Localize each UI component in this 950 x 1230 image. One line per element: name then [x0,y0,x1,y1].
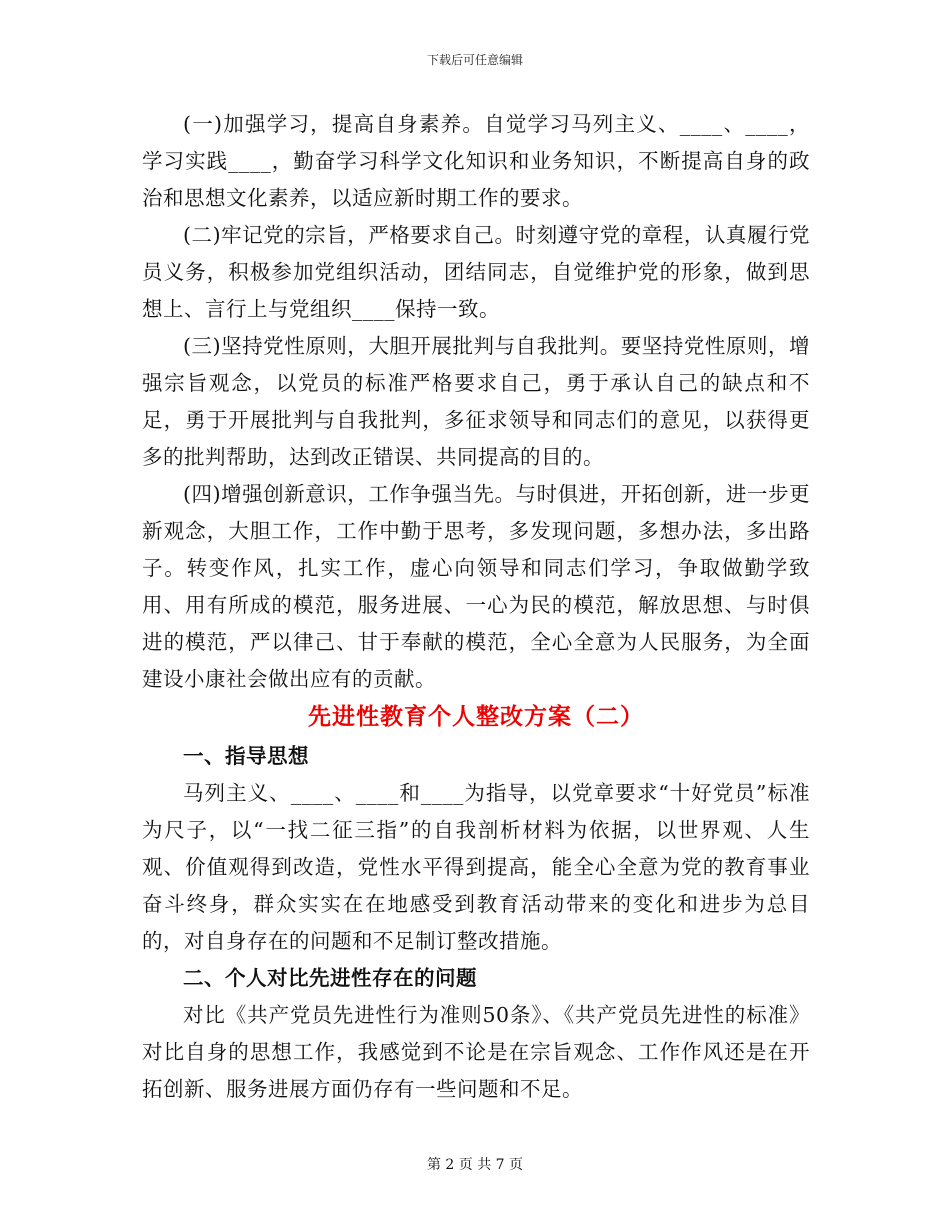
page-number: 第 2 页 共 7 页 [426,1157,524,1173]
paragraph-problems: 对比《共产党员先进性行为准则50条》、《共产党员先进性的标准》对比自身的思想工作，我感觉到不论是在宗旨观念、工作作风还是在开拓创新、服务进展方面仍存有一些问题和不足。 [142,1003,810,1101]
paragraph-purpose: (二)牢记党的宗旨，严格要求自己。时刻遵守党的章程，认真履行党员义务，积极参加党组织活动，团结同志，自觉维护党的形象，做到思想上、言行上与党组织____保持一致。 [142,223,810,321]
section-title: 先进性教育个人整改方案（二） [308,703,644,730]
paragraph-study: (一)加强学习，提高自身素养。自觉学习马列主义、____、____，学习实践____，勤奋学习科学文化知识和业务知识，不断提高自身的政治和思想文化素养，以适应新时期工作的要求。 [142,112,810,210]
paragraph-guiding-thought: 马列主义、____、____和____为指导，以党章要求“十好党员”标准为尺子，以“一找二征三指”的自我剖析材料为依据，以世界观、人生观、价值观得到改造，党性水平得到提高，能全心全意为党的教育事业奋斗终身，群众实实在在地感受到教育活动带来的变化和进步为总目的，对自身存在的问题和不足制订整改措施。 [142,781,810,953]
document-body [142,106,810,1108]
heading-guiding-thought: 一、指导思想 [183,744,309,768]
paragraph-innovation: (四)增强创新意识，工作争强当先。与时俱进，开拓创新，进一步更新观念，大胆工作，工作中勤于思考，多发现问题，多想办法，多出路子。转变作风，扎实工作，虚心向领导和同志们学习，争取做勤学致用、用有所成的模范，服务进展、一心为民的模范，解放思想、与时俱进的模范，严以律己、甘于奉献的模范，全心全意为人民服务，为全面建设小康社会做出应有的贡献。 [142,482,810,691]
heading-problems: 二、个人对比先进性存在的问题 [183,966,477,990]
paragraph-principle: (三)坚持党性原则，大胆开展批判与自我批判。要坚持党性原则，增强宗旨观念，以党员的标准严格要求自己，勇于承认自己的缺点和不足，勇于开展批判与自我批判，多征求领导和同志们的意见，以获得更多的批判帮助，达到改正错误、共同提高的目的。 [142,334,810,469]
page-header-note: 下载后可任意编辑 [426,53,523,67]
